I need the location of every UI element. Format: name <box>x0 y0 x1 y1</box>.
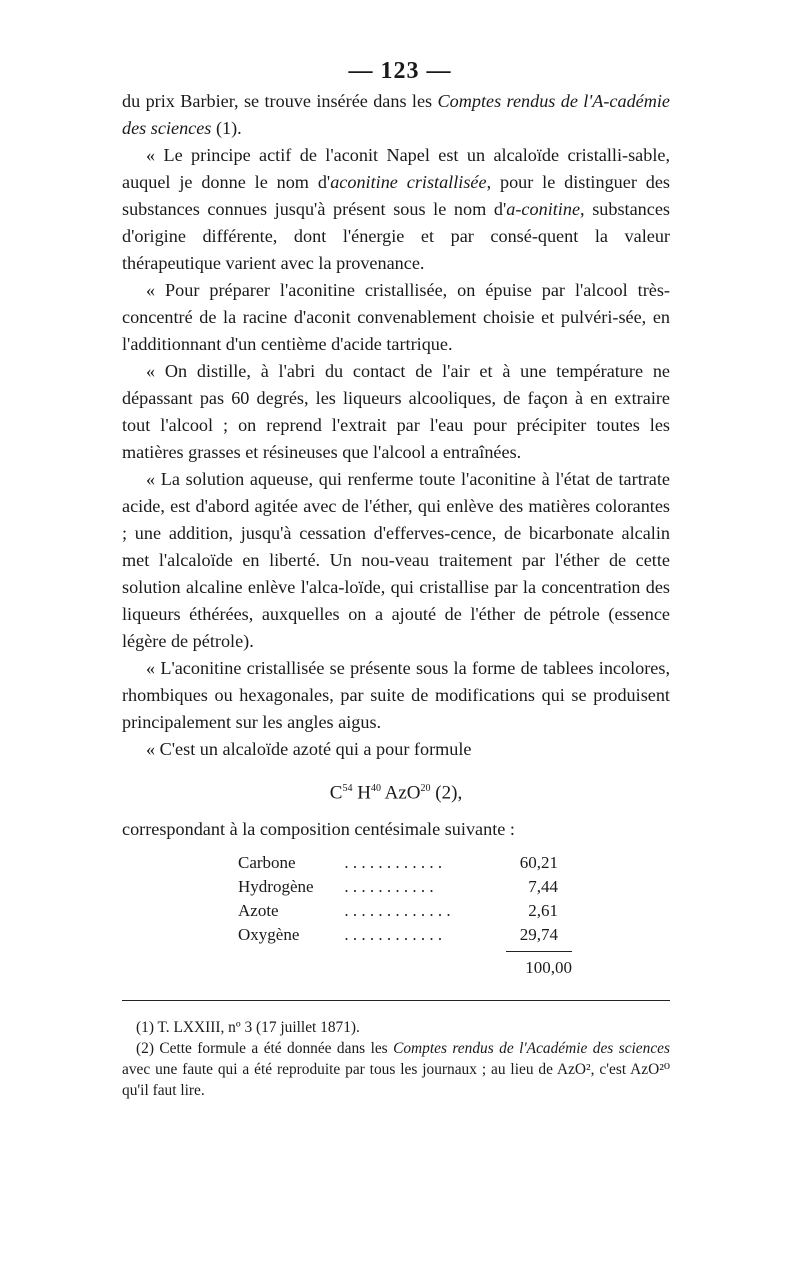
text-run: (1). <box>211 118 242 138</box>
paragraph-5: « La solution aqueuse, qui renferme toute l'aconitine à l'état de tartrate acide, est d'abord agitée avec de l'éther, qui enlève des matières colorantes ; une addition, jusqu'à cessation d'efferves-cence, de bicarbonate alcalin met l'alcaloïde en liberté. Un nou-veau traitement par l'éther de cette solution alcaline enlève l'alca-loïde, qui cristallise par la concentration des liqueurs éthérées, auxquelles on a ajouté de l'éther de pétrole (essence légère de pétrole). <box>122 469 670 651</box>
element-value: 7,44 <box>528 877 558 897</box>
paragraph-3: « Pour préparer l'aconitine cristallisée, on épuise par l'alcool très-concentré de la racine d'aconit convenablement choisie et pulvéri-sée, en l'additionnant d'un centième d'acide tartrique. <box>122 280 670 354</box>
element-name: Hydrogène <box>238 877 314 897</box>
journal-title: Comptes rendus de l'Académie des sciences <box>393 1040 670 1057</box>
table-row <box>238 875 558 899</box>
text-run: , pour le distinguer des substances connues jusqu'à présent sous le nom d' <box>122 172 671 219</box>
paragraph-2 <box>122 142 670 277</box>
element-value: 29,74 <box>519 925 558 945</box>
journal-title: Comptes rendus de l'A-cadémie des sciences <box>122 91 671 138</box>
body-text <box>122 88 670 981</box>
footnotes <box>122 1017 670 1101</box>
element-name: Azote <box>238 901 279 921</box>
footnote-2 <box>122 1038 670 1101</box>
leader-dots: . . . . . . . . . . . . <box>344 853 443 873</box>
paragraph-6: « L'aconitine cristallisée se présente sous la forme de tablees incolores, rhombiques ou hexagonales, par suite de modifications qui se produisent principalement sur les angles aigus. <box>122 658 670 732</box>
chemical-formula <box>122 775 670 806</box>
text-run: avec une faute qui a été reproduite par tous les journaux ; au lieu de AzO², c'est AzO²⁰ qu'il faut lire. <box>122 1061 670 1099</box>
element-name: Carbone <box>238 853 296 873</box>
element-name: Oxygène <box>238 925 300 945</box>
emphasis-term: a-conitine <box>506 199 581 219</box>
formula-symbol: AzO <box>384 782 421 804</box>
paragraph-1 <box>122 88 670 142</box>
text-run: du prix Barbier, se trouve insérée dans les <box>122 91 438 111</box>
emphasis-term: aconitine cristallisée <box>330 172 487 192</box>
text-run: « Le principe actif de l'aconit Napel est un alcaloïde cristalli-sable, auquel je donne le nom d' <box>122 145 670 192</box>
table-row <box>238 851 558 875</box>
formula-subscript: 40 <box>370 783 381 794</box>
composition-table <box>238 851 558 947</box>
element-value: 2,61 <box>528 901 558 921</box>
formula-note: (2), <box>435 782 463 804</box>
composition-total: 100,00 <box>525 958 572 978</box>
table-row <box>238 899 558 923</box>
text-run: , substances d'origine différente, dont l'énergie et par consé-quent la valeur thérapeutique varient avec la provenance. <box>122 199 670 273</box>
formula-symbol: H <box>357 782 371 804</box>
footnote-1: (1) T. LXXIII, nº 3 (17 juillet 1871). <box>136 1019 360 1036</box>
text-run: (2) Cette formule a été donnée dans les <box>136 1040 394 1057</box>
page-number: — 123 — <box>348 58 452 84</box>
formula-symbol: C <box>329 782 343 804</box>
formula-subscript: 54 <box>342 783 353 794</box>
leader-dots: . . . . . . . . . . . <box>344 877 434 897</box>
sum-rule <box>506 951 572 952</box>
composition-intro: correspondant à la composition centésimale suivante : <box>122 819 515 840</box>
leader-dots: . . . . . . . . . . . . . <box>344 901 451 921</box>
footnote-divider <box>122 1000 670 1001</box>
leader-dots: . . . . . . . . . . . . <box>344 925 443 945</box>
paragraph-7: « C'est un alcaloïde azoté qui a pour formule <box>146 739 472 759</box>
paragraph-4: « On distille, à l'abri du contact de l'air et à une température ne dépassant pas 60 degrés, les liqueurs alcooliques, de façon à en extraire tout l'alcool ; on reprend l'extrait par l'eau pour précipiter toutes les matières grasses et résineuses que l'alcool a entraînées. <box>122 361 670 462</box>
table-row <box>238 923 558 947</box>
formula-subscript: 20 <box>420 783 431 794</box>
element-value: 60,21 <box>519 853 558 873</box>
